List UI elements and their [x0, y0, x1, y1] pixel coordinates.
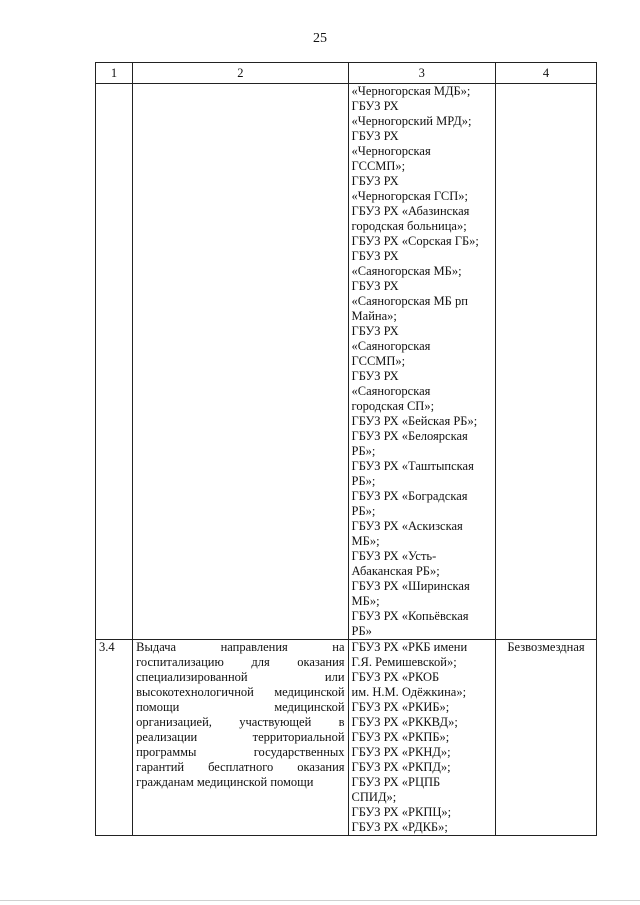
- description-line: помощи медицинской: [136, 700, 345, 714]
- continuation-row: [96, 84, 597, 640]
- institution-line: ГБУЗ РХ «РЦПБ: [351, 775, 441, 789]
- institution-line: ГБУЗ РХ «Белоярская: [351, 429, 468, 443]
- institution-line: СПИД»;: [351, 790, 397, 804]
- institution-line: ГБУЗ РХ: [351, 324, 399, 338]
- institution-line: ГССМП»;: [351, 354, 406, 368]
- institution-line: «Саяногорская МБ рп: [351, 294, 468, 308]
- header-col-4: 4: [495, 63, 596, 84]
- institution-line: «Черногорская: [351, 144, 431, 158]
- institution-line: городская больница»;: [351, 219, 467, 233]
- institution-line: Абаканская РБ»;: [351, 564, 440, 578]
- institution-line: ГБУЗ РХ «РКПД»;: [351, 760, 451, 774]
- services-table: [95, 62, 597, 836]
- institution-line: ГБУЗ РХ «РКОБ: [351, 670, 440, 684]
- table-header-row: [96, 63, 597, 84]
- institution-line: ГБУЗ РХ «Бейская РБ»;: [351, 414, 478, 428]
- institution-line: РБ»;: [351, 504, 376, 518]
- page-number: 25: [313, 31, 327, 46]
- institution-line: РБ»: [351, 624, 372, 638]
- institution-line: ГБУЗ РХ: [351, 174, 399, 188]
- institution-line: ГБУЗ РХ: [351, 249, 399, 263]
- continuation-fee-cell: [495, 84, 596, 640]
- institution-line: ГБУЗ РХ: [351, 129, 399, 143]
- description-line: гарантий бесплатного оказания: [136, 760, 345, 774]
- institution-line: ГБУЗ РХ «Таштыпская: [351, 459, 474, 473]
- institution-line: ГБУЗ РХ: [351, 369, 399, 383]
- institution-line: МБ»;: [351, 594, 380, 608]
- institution-line: ГБУЗ РХ «Сорская ГБ»;: [351, 234, 479, 248]
- header-col-3: 3: [348, 63, 495, 84]
- fee-cell: Безвозмездная: [495, 640, 596, 836]
- institution-line: ГБУЗ РХ: [351, 279, 399, 293]
- institution-line: «Саяногорская МБ»;: [351, 264, 462, 278]
- institution-line: ГБУЗ РХ «Ширинская: [351, 579, 470, 593]
- description-line: реализации территориальной: [136, 730, 345, 744]
- description-line: высокотехнологичной медицинской: [136, 685, 345, 699]
- header-col-1: 1: [96, 63, 133, 84]
- header-col-2: 2: [133, 63, 348, 84]
- description-line: гражданам медицинской помощи: [136, 775, 314, 789]
- institution-line: ГБУЗ РХ «РКИБ»;: [351, 700, 450, 714]
- description-line: госпитализацию для оказания: [136, 655, 345, 669]
- institution-line: Г.Я. Ремишевской»;: [351, 655, 457, 669]
- description-line: специализированной или: [136, 670, 345, 684]
- institution-line: РБ»;: [351, 474, 376, 488]
- institution-line: «Саяногорская: [351, 339, 431, 353]
- continuation-institutions-cell: [348, 84, 495, 640]
- institution-line: «Черногорский МРД»;: [351, 114, 472, 128]
- table-row-3-4: [96, 640, 597, 836]
- institution-line: ГБУЗ РХ «РКНД»;: [351, 745, 451, 759]
- institution-line: ГБУЗ РХ «РККВД»;: [351, 715, 458, 729]
- institution-line: ГССМП»;: [351, 159, 406, 173]
- service-description-cell: [133, 640, 348, 836]
- institution-line: ГБУЗ РХ «РКПЦ»;: [351, 805, 452, 819]
- institution-line: РБ»;: [351, 444, 376, 458]
- institution-line: ГБУЗ РХ: [351, 99, 399, 113]
- institution-line: Майна»;: [351, 309, 397, 323]
- description-line: организацией, участвующей в: [136, 715, 345, 729]
- description-line: Выдача направления на: [136, 640, 345, 654]
- institution-line: «Саяногорская: [351, 384, 431, 398]
- institution-line: ГБУЗ РХ «Усть-: [351, 549, 437, 563]
- institution-line: «Черногорская ГСП»;: [351, 189, 468, 203]
- institution-line: им. Н.М. Одёжкина»;: [351, 685, 467, 699]
- institution-line: ГБУЗ РХ «РКБ имени: [351, 640, 468, 654]
- continuation-description-cell: [133, 84, 348, 640]
- page-bottom-edge: [0, 900, 640, 901]
- institution-line: ГБУЗ РХ «РКПБ»;: [351, 730, 450, 744]
- institutions-cell: [348, 640, 495, 836]
- institution-line: ГБУЗ РХ «Боградская: [351, 489, 468, 503]
- institution-line: «Черногорская МДБ»;: [351, 84, 471, 98]
- institution-line: ГБУЗ РХ «Аскизская: [351, 519, 463, 533]
- continuation-number-cell: [96, 84, 133, 640]
- institution-line: МБ»;: [351, 534, 380, 548]
- description-line: программы государственных: [136, 745, 345, 759]
- institution-line: ГБУЗ РХ «Абазинская: [351, 204, 470, 218]
- institution-line: ГБУЗ РХ «Копьёвская: [351, 609, 469, 623]
- row-number: 3.4: [96, 640, 133, 836]
- institution-line: ГБУЗ РХ «РДКБ»;: [351, 820, 448, 834]
- institution-line: городская СП»;: [351, 399, 435, 413]
